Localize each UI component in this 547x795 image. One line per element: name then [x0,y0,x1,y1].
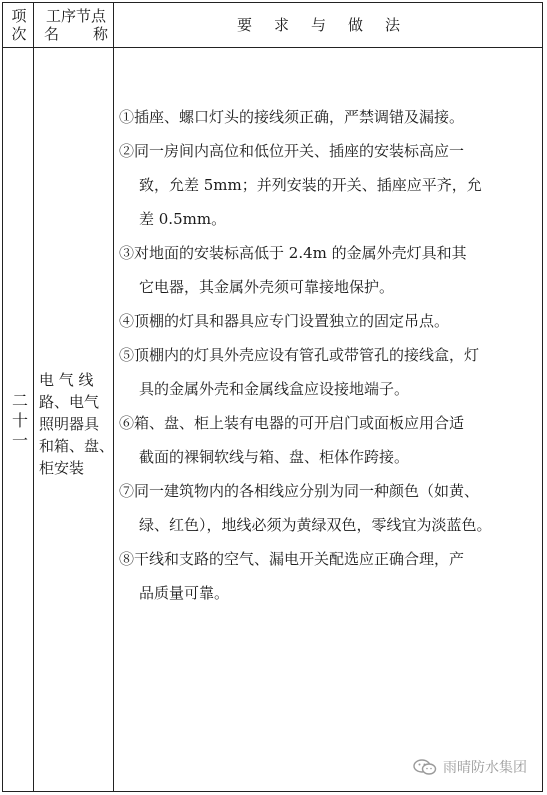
requirement-item: ④顶棚的灯具和器具应专门设置独立的固定吊点。 [119,312,450,330]
header-node [38,7,114,43]
row-seq [7,391,33,451]
requirement-item: ⑥箱、盘、柜上装有电器的可开启门或面板应用合适 截面的裸铜软线与箱、盘、柜体作跨接。 [119,414,465,466]
requirement-item: ③对地面的安装标高低于 2.4m 的金属外壳灯具和其 它电器，其金属外壳须可靠接地保护。 [119,244,467,296]
watermark [413,757,527,777]
header-node-line2a: 名 [44,25,60,43]
watermark-text: 雨晴防水集团 [443,760,527,776]
node-name-line: 路、电气 [39,393,100,411]
node-name-line: 电 气 线 [39,371,94,389]
row-seq-line2: 十 [11,411,28,430]
wechat-icon [413,759,437,775]
construction-table [2,2,543,792]
row-seq-line3: 一 [11,431,28,450]
header-requirements: 要求与做法 [236,16,422,34]
header-node-line1: 工序节点 [45,7,106,25]
requirement-item: ⑧干线和支路的空气、漏电开关配选应正确合理，产 品质量可靠。 [119,550,465,602]
header-seq [5,7,33,43]
header-seq-line2: 次 [11,25,27,43]
node-name-line: 柜安装 [39,459,85,477]
requirement-item: ⑤顶棚内的灯具外壳应设有管孔或带管孔的接线盒，灯 具的金属外壳和金属线盒应设接地端子。 [119,346,480,398]
requirement-item: ⑦同一建筑物内的各相线应分别为同一种颜色（如黄、 绿、红色），地线必须为黄绿双色，零线宜为淡蓝色。 [119,482,492,534]
column-divider-1 [33,3,34,791]
row-seq-line1: 二 [11,391,28,410]
requirement-item: ②同一房间内高位和低位开关、插座的安装标高应一 致，允差 5mm；并列安装的开关、插座应平齐，允 差 0.5mm。 [119,142,482,228]
header-node-line2b: 称 [92,25,108,43]
node-name-line: 和箱、盘、 [39,437,115,455]
node-name-line: 照明器具 [39,415,100,433]
header-seq-line1: 项 [11,7,27,25]
row-node-name [39,369,115,479]
header-divider [3,47,542,48]
requirement-item: ①插座、螺口灯头的接线须正确，严禁调错及漏接。 [119,108,465,126]
requirements-list [119,100,539,610]
